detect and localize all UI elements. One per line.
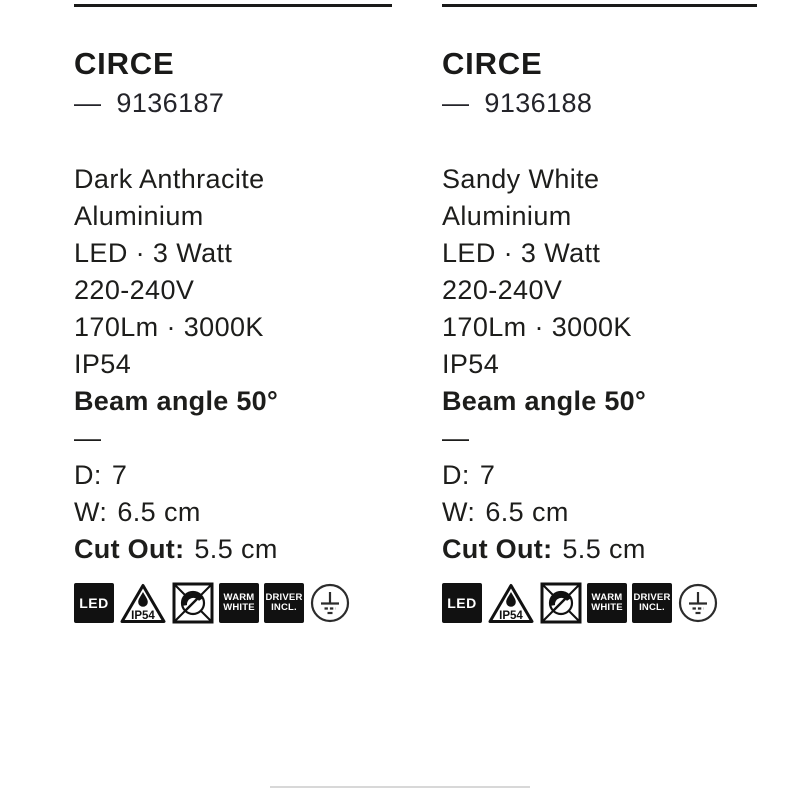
certification-icons-row [442, 581, 757, 625]
product-column-left [74, 4, 392, 625]
section-dash: — [442, 423, 470, 453]
article-dash: — [74, 88, 102, 118]
led-icon: LED [442, 583, 482, 623]
spec-material: Aluminium [74, 201, 204, 231]
certification-icons-row [74, 581, 392, 625]
article-number: 9136188 [484, 88, 593, 118]
spec-lumen-kelvin: 170Lm · 3000K [74, 312, 264, 342]
spec-ip-rating: IP54 [74, 349, 132, 379]
dimension-width: W: 6.5 cm [442, 497, 569, 527]
earth-ground-icon [309, 582, 351, 624]
top-rule [74, 4, 392, 7]
spec-block [442, 161, 757, 568]
ip54-icon [487, 582, 535, 625]
warm-white-icon: WARM WHITE [219, 583, 259, 623]
spec-material: Aluminium [442, 201, 572, 231]
dimension-diameter: D: 7 [442, 460, 496, 490]
article-dash: — [442, 88, 470, 118]
spec-finish: Sandy White [442, 164, 600, 194]
ip54-icon [119, 582, 167, 625]
spec-lamp: LED · 3 Watt [74, 238, 233, 268]
do-not-cover-icon [172, 582, 214, 624]
article-number-row [442, 87, 757, 119]
spec-finish: Dark Anthracite [74, 164, 265, 194]
driver-included-icon: DRIVER INCL. [632, 583, 672, 623]
footer-divider [270, 786, 530, 788]
article-number: 9136187 [116, 88, 225, 118]
dimension-cutout: Cut Out: 5.5 cm [74, 534, 278, 564]
dimension-cutout: Cut Out: 5.5 cm [442, 534, 646, 564]
spec-block [74, 161, 392, 568]
led-icon: LED [74, 583, 114, 623]
spec-lamp: LED · 3 Watt [442, 238, 601, 268]
svg-text:IP54: IP54 [499, 609, 523, 622]
warm-white-icon: WARM WHITE [587, 583, 627, 623]
spec-voltage: 220-240V [74, 275, 195, 305]
spec-voltage: 220-240V [442, 275, 563, 305]
top-rule [442, 4, 757, 7]
article-number-row [74, 87, 392, 119]
spec-lumen-kelvin: 170Lm · 3000K [442, 312, 632, 342]
do-not-cover-icon [540, 582, 582, 624]
section-dash: — [74, 423, 102, 453]
driver-included-icon: DRIVER INCL. [264, 583, 304, 623]
earth-ground-icon [677, 582, 719, 624]
product-name: CIRCE [442, 46, 543, 81]
product-column-right [442, 4, 757, 625]
spec-ip-rating: IP54 [442, 349, 500, 379]
dimension-width: W: 6.5 cm [74, 497, 201, 527]
svg-text:IP54: IP54 [131, 609, 155, 622]
product-name: CIRCE [74, 46, 175, 81]
dimension-diameter: D: 7 [74, 460, 128, 490]
beam-angle: Beam angle 50° [74, 386, 279, 416]
beam-angle: Beam angle 50° [442, 386, 647, 416]
